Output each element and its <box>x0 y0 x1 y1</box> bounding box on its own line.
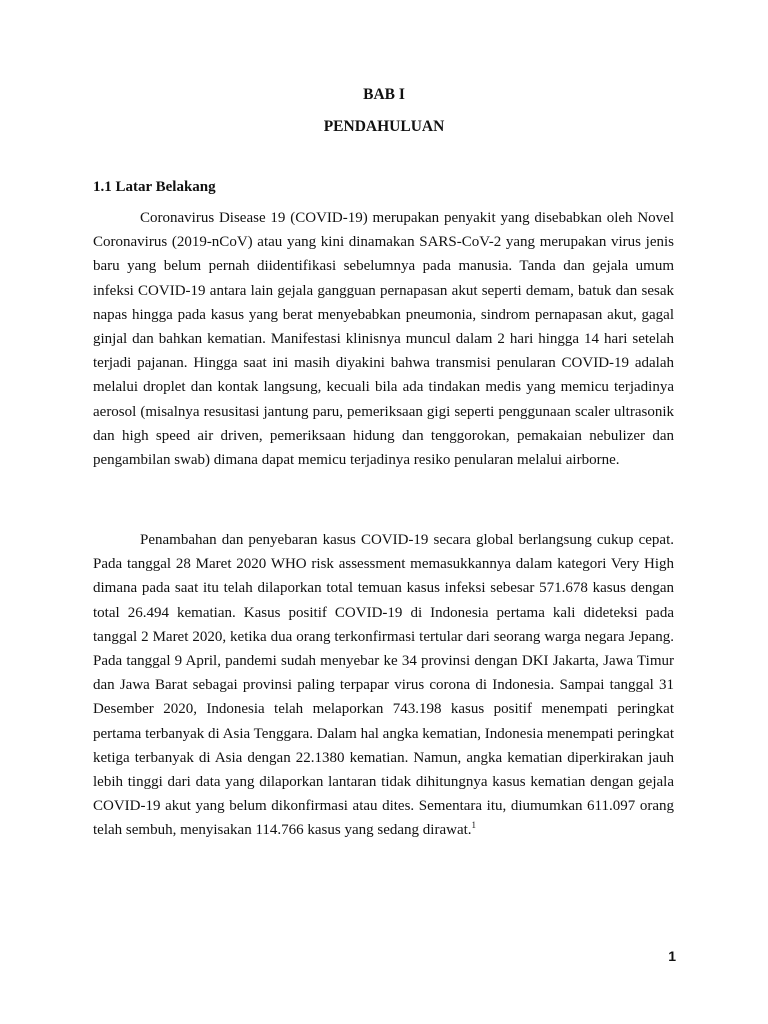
paragraph-1-text: Coronavirus Disease 19 (COVID-19) merupakan penyakit yang disebabkan oleh Novel Coronavirus (2019-nCoV) atau yang kini dinamakan SARS-CoV-2 yang merupakan virus jenis baru yang belum pernah diidentifikasi sebelumnya pada manusia. Tanda dan gejala umum infeksi COVID-19 antara lain gejala gangguan pernapasan akut seperti demam, batuk dan sesak napas hingga pada kasus yang berat menyebabkan pneumonia, sindrom pernapasan akut, gagal ginjal dan bahkan kematian. Manifestasi klinisnya muncul dalam 2 hari hingga 14 hari setelah terjadi pajanan. Hingga saat ini masih diyakini bahwa transmisi penularan COVID-19 adalah melalui droplet dan kontak langsung, kecuali bila ada tindakan medis yang memicu terjadinya aerosol (misalnya resusitasi jantung paru, pemeriksaan gigi seperti penggunaan scaler ultrasonik dan high speed air driven, pemeriksaan hidung dan tenggorokan, pemakaian nebulizer dan pengambilan swab) dimana dapat memicu terjadinya resiko penularan melalui airborne. <box>93 210 674 469</box>
section-heading: 1.1 Latar Belakang <box>93 179 216 195</box>
page-number: 1 <box>668 948 676 964</box>
paragraph-2-text: Penambahan dan penyebaran kasus COVID-19 secara global berlangsung cukup cepat. Pada tanggal 28 Maret 2020 WHO risk assessment memasukkannya dalam kategori Very High dimana pada saat itu telah dilaporkan total temuan kasus infeksi sebesar 571.678 kasus dengan total 26.494 kematian. Kasus positif COVID-19 di Indonesia pertama kali dideteksi pada tanggal 2 Maret 2020, ketika dua orang terkonfirmasi tertular dari seorang warga negara Jepang. Pada tanggal 9 April, pandemi sudah menyebar ke 34 provinsi dengan DKI Jakarta, Jawa Timur dan Jawa Barat sebagai provinsi paling terpapar virus corona di Indonesia. Sampai tanggal 31 Desember 2020, Indonesia telah melaporkan 743.198 kasus positif menempati peringkat pertama terbanyak di Asia Tenggara. Dalam hal angka kematian, Indonesia menempati peringkat ketiga terbanyak di Asia dengan 22.1380 kematian. Namun, angka kematian diperkirakan jauh lebih tinggi dari data yang dilaporkan lantaran tidak dihitungnya kasus kematian dengan gejala COVID-19 akut yang belum dikonfirmasi atau dites. Sementara itu, diumumkan 611.097 orang telah sembuh, menyisakan 114.766 kasus yang sedang dirawat. <box>93 532 674 839</box>
chapter-number: BAB I <box>363 86 405 103</box>
footnote-marker[interactable]: 1 <box>471 820 477 831</box>
paragraph-1 <box>93 206 674 472</box>
paragraph-2 <box>93 528 674 843</box>
chapter-title: PENDAHULUAN <box>323 118 445 135</box>
